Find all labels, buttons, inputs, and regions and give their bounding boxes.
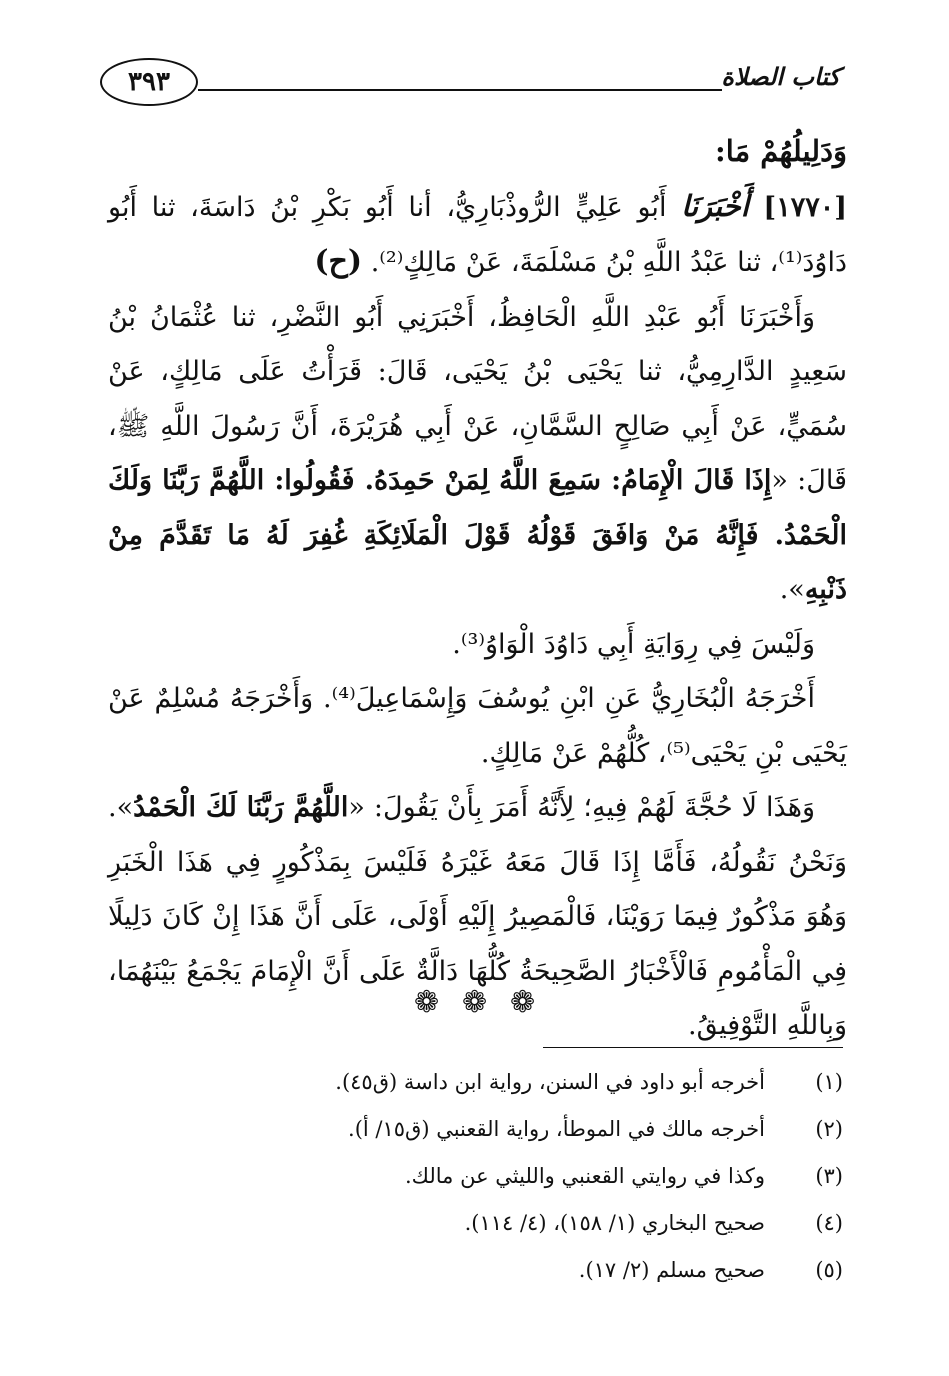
footnote-text: وكذا في روايتي القعنبي والليثي عن مالك. [405,1164,765,1188]
hadith-close: ». [779,574,805,605]
footnote-text: صحيح البخاري (١/ ١٥٨)، (٤/ ١١٤). [464,1211,765,1235]
hadith-text: إِذَا قَالَ الْإِمَامُ: سَمِعَ اللَّهُ لِمَنْ حَمِدَهُ. فَقُولُوا: اللَّهُمَّ رَبَّنَا وَلَكَ الْحَمْدُ. فَإِنَّهُ مَنْ وَافَقَ قَوْلُهُ قَوْلَ الْمَلَائِكَةِ غُفِرَ لَهُ مَا تَقَدَّمَ مِنْ ذَنْبِهِ [108,465,847,605]
footnotes [163,1070,843,1305]
header-rule [198,89,722,91]
footnote [163,1164,843,1211]
book-title: كتاب الصلاة [721,62,840,91]
flower-ornament-icon: ❁ [461,985,488,1020]
commentary-rest: ». وَنَحْنُ نَقُولُهُ، فَأَمَّا إِذَا قَالَ مَعَهُ غَيْرَهُ فَلَيْسَ بِمَذْكُورٍ فِي هَذَا الْخَبَرِ وَهُوَ مَذْكُورٌ فِيمَا رَوَيْنَا، فَالْمَصِيرُ إِلَيْهِ أَوْلَى، عَلَى أَنَّ هَذَا إِنْ كَانَ دَلِيلًا فِي الْمَأْمُومِ فَالْأَخْبَارُ الصَّحِيحَةُ كُلُّهَا دَالَّةٌ عَلَى أَنَّ الْإِمَامَ يَجْمَعُ بَيْنَهُمَا، وَبِاللَّهِ التَّوْفِيقُ. [108,792,847,1041]
narration-1770 [108,179,847,291]
section-heading: وَدَلِيلُهُمْ مَا: [715,134,847,168]
page-number: ٣٩٣ [100,58,198,106]
footnote-text: أخرجه مالك في الموطأ، رواية القعنبي (ق١٥/ أ). [348,1117,765,1141]
footnote-number: (٥) [815,1258,843,1282]
page-header [100,58,840,110]
akhbarana-word: أَخْبَرَنَا [681,188,749,223]
narration-chain: أَبُو عَلِيٍّ الرُّوذْبَارِيُّ، أنا أَبُو بَكْرِ بْنُ دَاسَةَ، ثنا أَبُو دَاوُدَ⁽¹⁾، ثنا عَبْدُ اللَّهِ بْنُ مَسْلَمَةَ، عَنْ مَالِكٍ⁽²⁾. [108,191,847,278]
commentary-quote: اللَّهُمَّ رَبَّنَا لَكَ الْحَمْدُ [133,792,349,823]
variant-note: وَلَيْسَ فِي رِوَايَةِ أَبِي دَاوُدَ الْوَاوُ⁽³⁾. [452,628,815,660]
footnote-text: صحيح مسلم (٢/ ١٧). [578,1258,765,1282]
footnote-number: (٣) [815,1164,843,1188]
footnote-number: (٤) [815,1211,843,1235]
hadith-chain: وَأَخْبَرَنَا أَبُو عَبْدِ اللَّهِ الْحَافِظُ، أَخْبَرَنِي أَبُو النَّضْرِ، ثنا عُثْمَانُ بْنُ سَعِيدٍ الدَّارِمِيُّ، ثنا يَحْيَى بْنُ يَحْيَى، قَالَ: قَرَأْتُ عَلَى مَالِكٍ، عَنْ سُمَيٍّ، عَنْ أَبِي صَالِحٍ السَّمَّانِ، عَنْ أَبِي هُرَيْرَةَ، أَنَّ رَسُولَ اللَّهِ ﷺ، قَالَ: « [108,301,848,496]
footnote [163,1258,843,1305]
narration-number: [١٧٧٠] [763,191,847,223]
footnote [163,1211,843,1258]
footnote [163,1117,843,1164]
takhrij-paragraph: أَخْرَجَهُ الْبُخَارِيُّ عَنِ ابْنِ يُوسُفَ وَإِسْمَاعِيلَ⁽⁴⁾. وَأَخْرَجَهُ مُسْلِمٌ عَنْ يَحْيَى بْنِ يَحْيَى⁽⁵⁾، كُلُّهُمْ عَنْ مَالِكٍ. [108,683,847,769]
commentary-start: وَهَذَا لَا حُجَّةَ لَهُمْ فِيهِ؛ لِأَنَّهُ أَمَرَ بِأَنْ يَقُولَ: « [348,792,815,823]
ha-transition-mark: (ح) [314,244,363,279]
footnote-number: (١) [815,1070,843,1094]
flower-ornament-icon: ❁ [509,985,536,1020]
footnote-number: (٢) [815,1117,843,1141]
flower-ornament-icon: ❁ [413,985,440,1020]
hadith-paragraph [108,291,847,618]
section-ornament [0,985,949,1020]
footnote-rule [543,1047,843,1048]
footnote [163,1070,843,1117]
main-text [108,124,847,1054]
footnote-text: أخرجه أبو داود في السنن، رواية ابن داسة (ق٤٥). [335,1070,765,1094]
